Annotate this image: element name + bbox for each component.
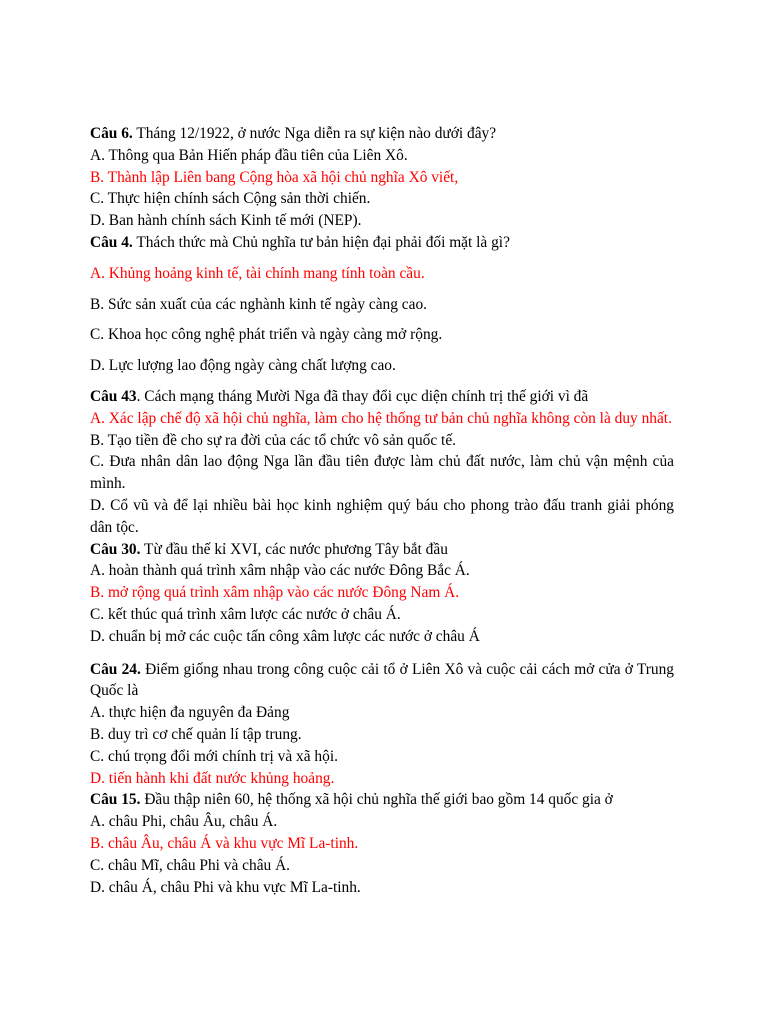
answer-option: A. thực hiện đa nguyên đa Đảng <box>90 704 290 722</box>
answer-option: C. Khoa học công nghệ phát triển và ngày càng mở rộng. <box>90 326 443 344</box>
answer-option-correct: B. Thành lập Liên bang Cộng hòa xã hội chủ nghĩa Xô viết, <box>90 168 459 186</box>
answer-option: D. Ban hành chính sách Kinh tế mới (NEP). <box>90 212 362 230</box>
question-block <box>90 232 674 377</box>
question-stem <box>90 539 674 561</box>
question-label: Câu 4. <box>90 233 133 251</box>
answer-option: A. hoàn thành quá trình xâm nhập vào các nước Đông Bắc Á. <box>90 562 470 580</box>
question-text: Đầu thập niên 60, hệ thống xã hội chủ nghĩa thế giới bao gồm 14 quốc gia ở <box>140 791 613 809</box>
answer-option: C. châu Mĩ, châu Phi và châu Á. <box>90 856 291 874</box>
answer-option: A. Thông qua Bản Hiến pháp đầu tiên của Liên Xô. <box>90 146 408 164</box>
answer-option: D. Cổ vũ và để lại nhiều bài học kinh nghiệm quý báu cho phong trào đấu tranh giải phóng dân tộc. <box>90 496 674 536</box>
answer-option: B. Tạo tiền đề cho sự ra đời của các tổ chức vô sản quốc tế. <box>90 431 457 449</box>
question-stem <box>90 123 674 145</box>
question-stem <box>90 386 674 408</box>
question-text: Điểm giống nhau trong công cuộc cải tổ ở Liên Xô và cuộc cải cách mở cửa ở Trung Quốc là <box>90 660 674 700</box>
question-label: Câu 6. <box>90 125 133 142</box>
answer-option-correct: B. mở rộng quá trình xâm nhập vào các nước Đông Nam Á. <box>90 584 460 602</box>
question-block <box>90 659 674 790</box>
question-text: . Cách mạng tháng Mười Nga đã thay đổi cục diện chính trị thế giới vì đã <box>136 387 589 405</box>
answer-option: D. châu Á, châu Phi và khu vực Mĩ La-tinh. <box>90 878 361 896</box>
answer-option: B. duy trì cơ chế quản lí tập trung. <box>90 725 302 743</box>
question-stem <box>90 659 674 703</box>
answer-option: A. châu Phi, châu Âu, châu Á. <box>90 813 278 831</box>
answer-option: C. Đưa nhân dân lao động Nga lần đầu tiên được làm chủ đất nước, làm chủ vận mệnh của mình. <box>90 453 674 493</box>
answer-option: D. chuẩn bị mở các cuộc tấn công xâm lược các nước ở châu Á <box>90 627 480 645</box>
question-stem <box>90 789 674 811</box>
answer-option-correct: B. châu Âu, châu Á và khu vực Mĩ La-tinh. <box>90 834 359 852</box>
answer-option: C. kết thúc quá trình xâm lược các nước ở châu Á. <box>90 605 401 623</box>
question-block <box>90 386 674 539</box>
question-label: Câu 24. <box>90 660 141 678</box>
question-label: Câu 15. <box>90 791 141 809</box>
question-block <box>90 123 674 232</box>
question-stem <box>90 232 674 254</box>
question-label: Câu 30. <box>90 540 141 558</box>
document-page <box>90 123 674 898</box>
question-block <box>90 539 674 648</box>
answer-option-correct: A. Xác lập chế độ xã hội chủ nghĩa, làm cho hệ thống tư bản chủ nghĩa không còn là duy nhất. <box>90 409 672 427</box>
question-label: Câu 43 <box>90 387 137 405</box>
question-text: Từ đầu thế kỉ XVI, các nước phương Tây bắt đầu <box>140 540 448 558</box>
question-block <box>90 789 674 898</box>
answer-option: C. chú trọng đổi mới chính trị và xã hội. <box>90 747 338 765</box>
answer-option-correct: D. tiến hành khi đất nước khủng hoảng. <box>90 769 335 787</box>
answer-option: C. Thực hiện chính sách Cộng sản thời chiến. <box>90 190 371 208</box>
question-text: Tháng 12/1922, ở nước Nga diễn ra sự kiện nào dưới đây? <box>132 125 497 142</box>
answer-option-correct: A. Khủng hoảng kinh tế, tài chính mang tính toàn cầu. <box>90 264 425 282</box>
answer-option: B. Sức sản xuất của các nghành kinh tế ngày càng cao. <box>90 295 427 313</box>
question-text: Thách thức mà Chủ nghĩa tư bản hiện đại phải đối mặt là gì? <box>132 233 510 251</box>
answer-option: D. Lực lượng lao động ngày càng chất lượng cao. <box>90 357 396 375</box>
